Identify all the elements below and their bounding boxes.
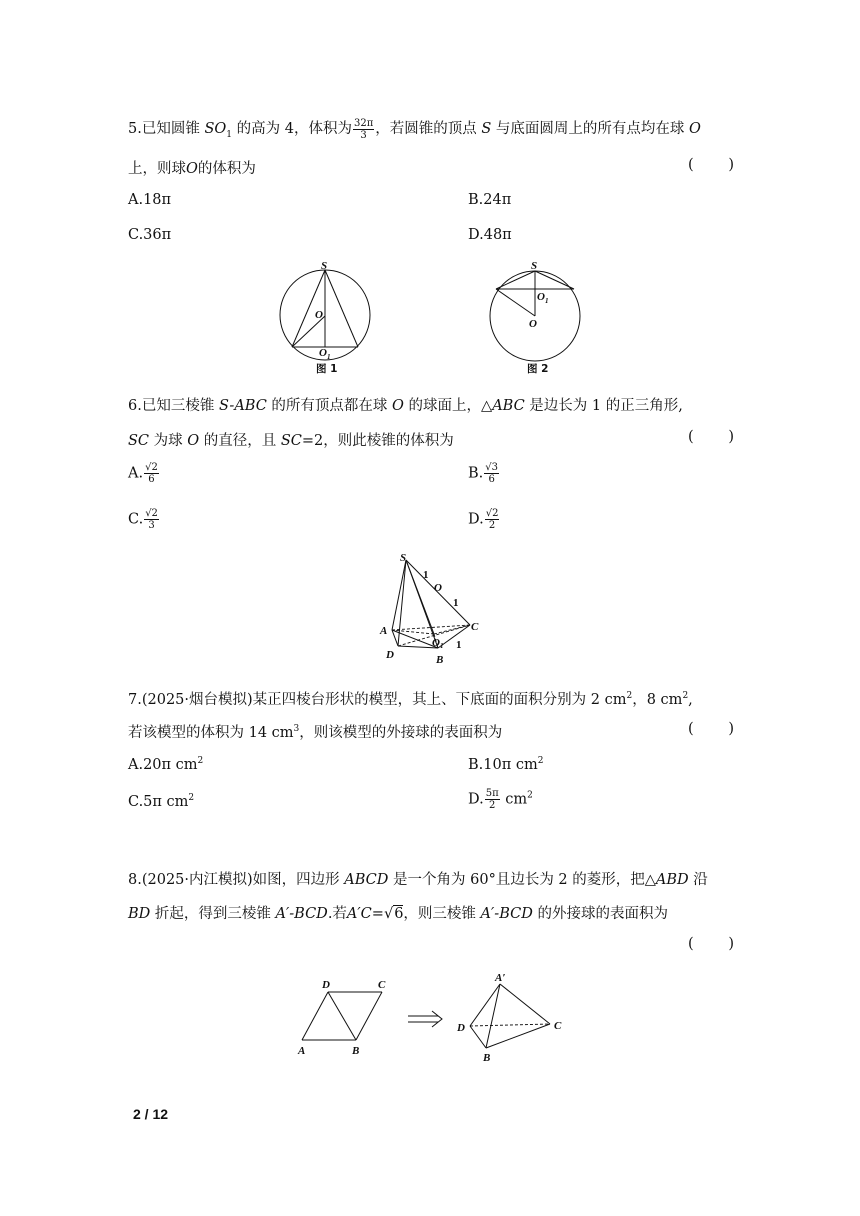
q6-option-b: B. $\frac{√3}{6}$ (468, 462, 498, 485)
q6-label-one-b: 1 (453, 597, 459, 609)
q5-figure-2 (490, 271, 580, 361)
q7-option-b: B.10π $cm^2$ (468, 756, 544, 773)
q6-label-c: C (471, 621, 479, 633)
q6-label-o: O (434, 582, 442, 594)
q6-label-one-a: 1 (423, 569, 429, 581)
q5-line1: 5.已知圆锥 $SO_1$ 的高为 4，体积为 $\frac{32\pi}{3}$ ，若圆锥的顶点 S 与底面圆周上的所有点均在球 O (128, 117, 701, 141)
q8-label-b-right: B (483, 1052, 491, 1064)
q8-label-c-left: C (378, 979, 386, 991)
q6-option-c: C. $\frac{√2}{3}$ (128, 508, 158, 531)
q8-line1: 8.(2025·内江模拟)如图，四边形 ABCD 是一个角为 60°且边长为 2 的菱形，把△ABD 沿 (128, 872, 708, 888)
q6-label-a: A (380, 625, 388, 637)
q8-figures (290, 968, 580, 1068)
q6-line1: 6.已知三棱锥 S-ABC 的所有顶点都在球 O 的球面上，△ABC 是边长为 1 的正三角形, (128, 398, 683, 414)
q5-line2: 上，则球O的体积为 (128, 161, 256, 177)
q8-arrow-icon (408, 1011, 442, 1027)
q5-option-a: A.18π (128, 192, 172, 208)
q6-label-s: S (400, 552, 407, 564)
q6-line2: SC 为球 O 的直径，且 SC=2，则此棱锥的体积为 (128, 433, 454, 449)
q5-fig1-caption: 图 1 (316, 363, 338, 375)
q8-line2: BD 折起，得到三棱锥 A′-BCD.若A′C=√6，则三棱锥 A′-BCD 的外接球的表面积为 (128, 906, 668, 922)
q7-option-a: A.20π $cm^2$ (128, 756, 204, 773)
q8-label-b-left: B (352, 1045, 360, 1057)
q8-label-d-right: D (457, 1022, 465, 1034)
q5-fig2-label-o: O (529, 318, 537, 330)
q8-label-a-left: A (298, 1045, 306, 1057)
q5-fig2-label-s: S (531, 260, 538, 272)
q8-label-d-left: D (322, 979, 330, 991)
q8-rhombus (302, 992, 382, 1040)
q8-label-a-prime: A′ (495, 972, 506, 984)
q5-option-d: D.48π (468, 227, 512, 243)
q6-label-one-c: 1 (456, 639, 462, 651)
q6-answer-parens: ( ) (688, 429, 734, 445)
q8-label-c-right: C (554, 1020, 562, 1032)
q6-label-o1-sub: 1 (440, 642, 444, 650)
q7-answer-parens: ( ) (688, 721, 734, 737)
q6-label-o1: O (432, 637, 440, 649)
q6-figure (370, 548, 490, 672)
q5-option-c: C.36π (128, 227, 172, 243)
page-number: 2 / 12 (133, 1106, 169, 1122)
q8-answer-parens: ( ) (688, 936, 734, 952)
q8-tetrahedron (470, 984, 550, 1048)
q5-fig1-label-o1: O (319, 347, 327, 359)
q5-fig1-label-s: S (321, 260, 328, 272)
q5-fig2-label-o1-sub: 1 (545, 297, 549, 305)
q7-option-c: C.5π $cm^2$ (128, 793, 195, 810)
q7-option-d: D. $\frac{5\pi}{2}$ $cm^2$ (468, 788, 533, 811)
q5-fig2-caption: 图 2 (527, 363, 549, 375)
q5-fig2-label-o1: O (537, 291, 545, 303)
q5-answer-parens: ( ) (688, 157, 734, 173)
q6-option-d: D. $\frac{√2}{2}$ (468, 508, 499, 531)
q7-line1: 7.(2025·烟台模拟)某正四棱台形状的模型，其上、下底面的面积分别为 2 $cm^2$，8 $cm^2$, (128, 691, 693, 708)
q5-figures (270, 258, 590, 380)
q5-fig1-label-o1-sub: 1 (327, 353, 331, 361)
q6-label-b: B (436, 654, 444, 666)
q5-fig1-label-o: O (315, 309, 323, 321)
q7-line2: 若该模型的体积为 14 $cm^3$，则该模型的外接球的表面积为 (128, 724, 503, 741)
q6-label-d: D (386, 649, 394, 661)
q6-option-a: A. $\frac{√2}{6}$ (128, 462, 158, 485)
q5-volume-fraction: $\frac{32\pi}{3}$ (353, 117, 374, 141)
q5-option-b: B.24π (468, 192, 512, 208)
